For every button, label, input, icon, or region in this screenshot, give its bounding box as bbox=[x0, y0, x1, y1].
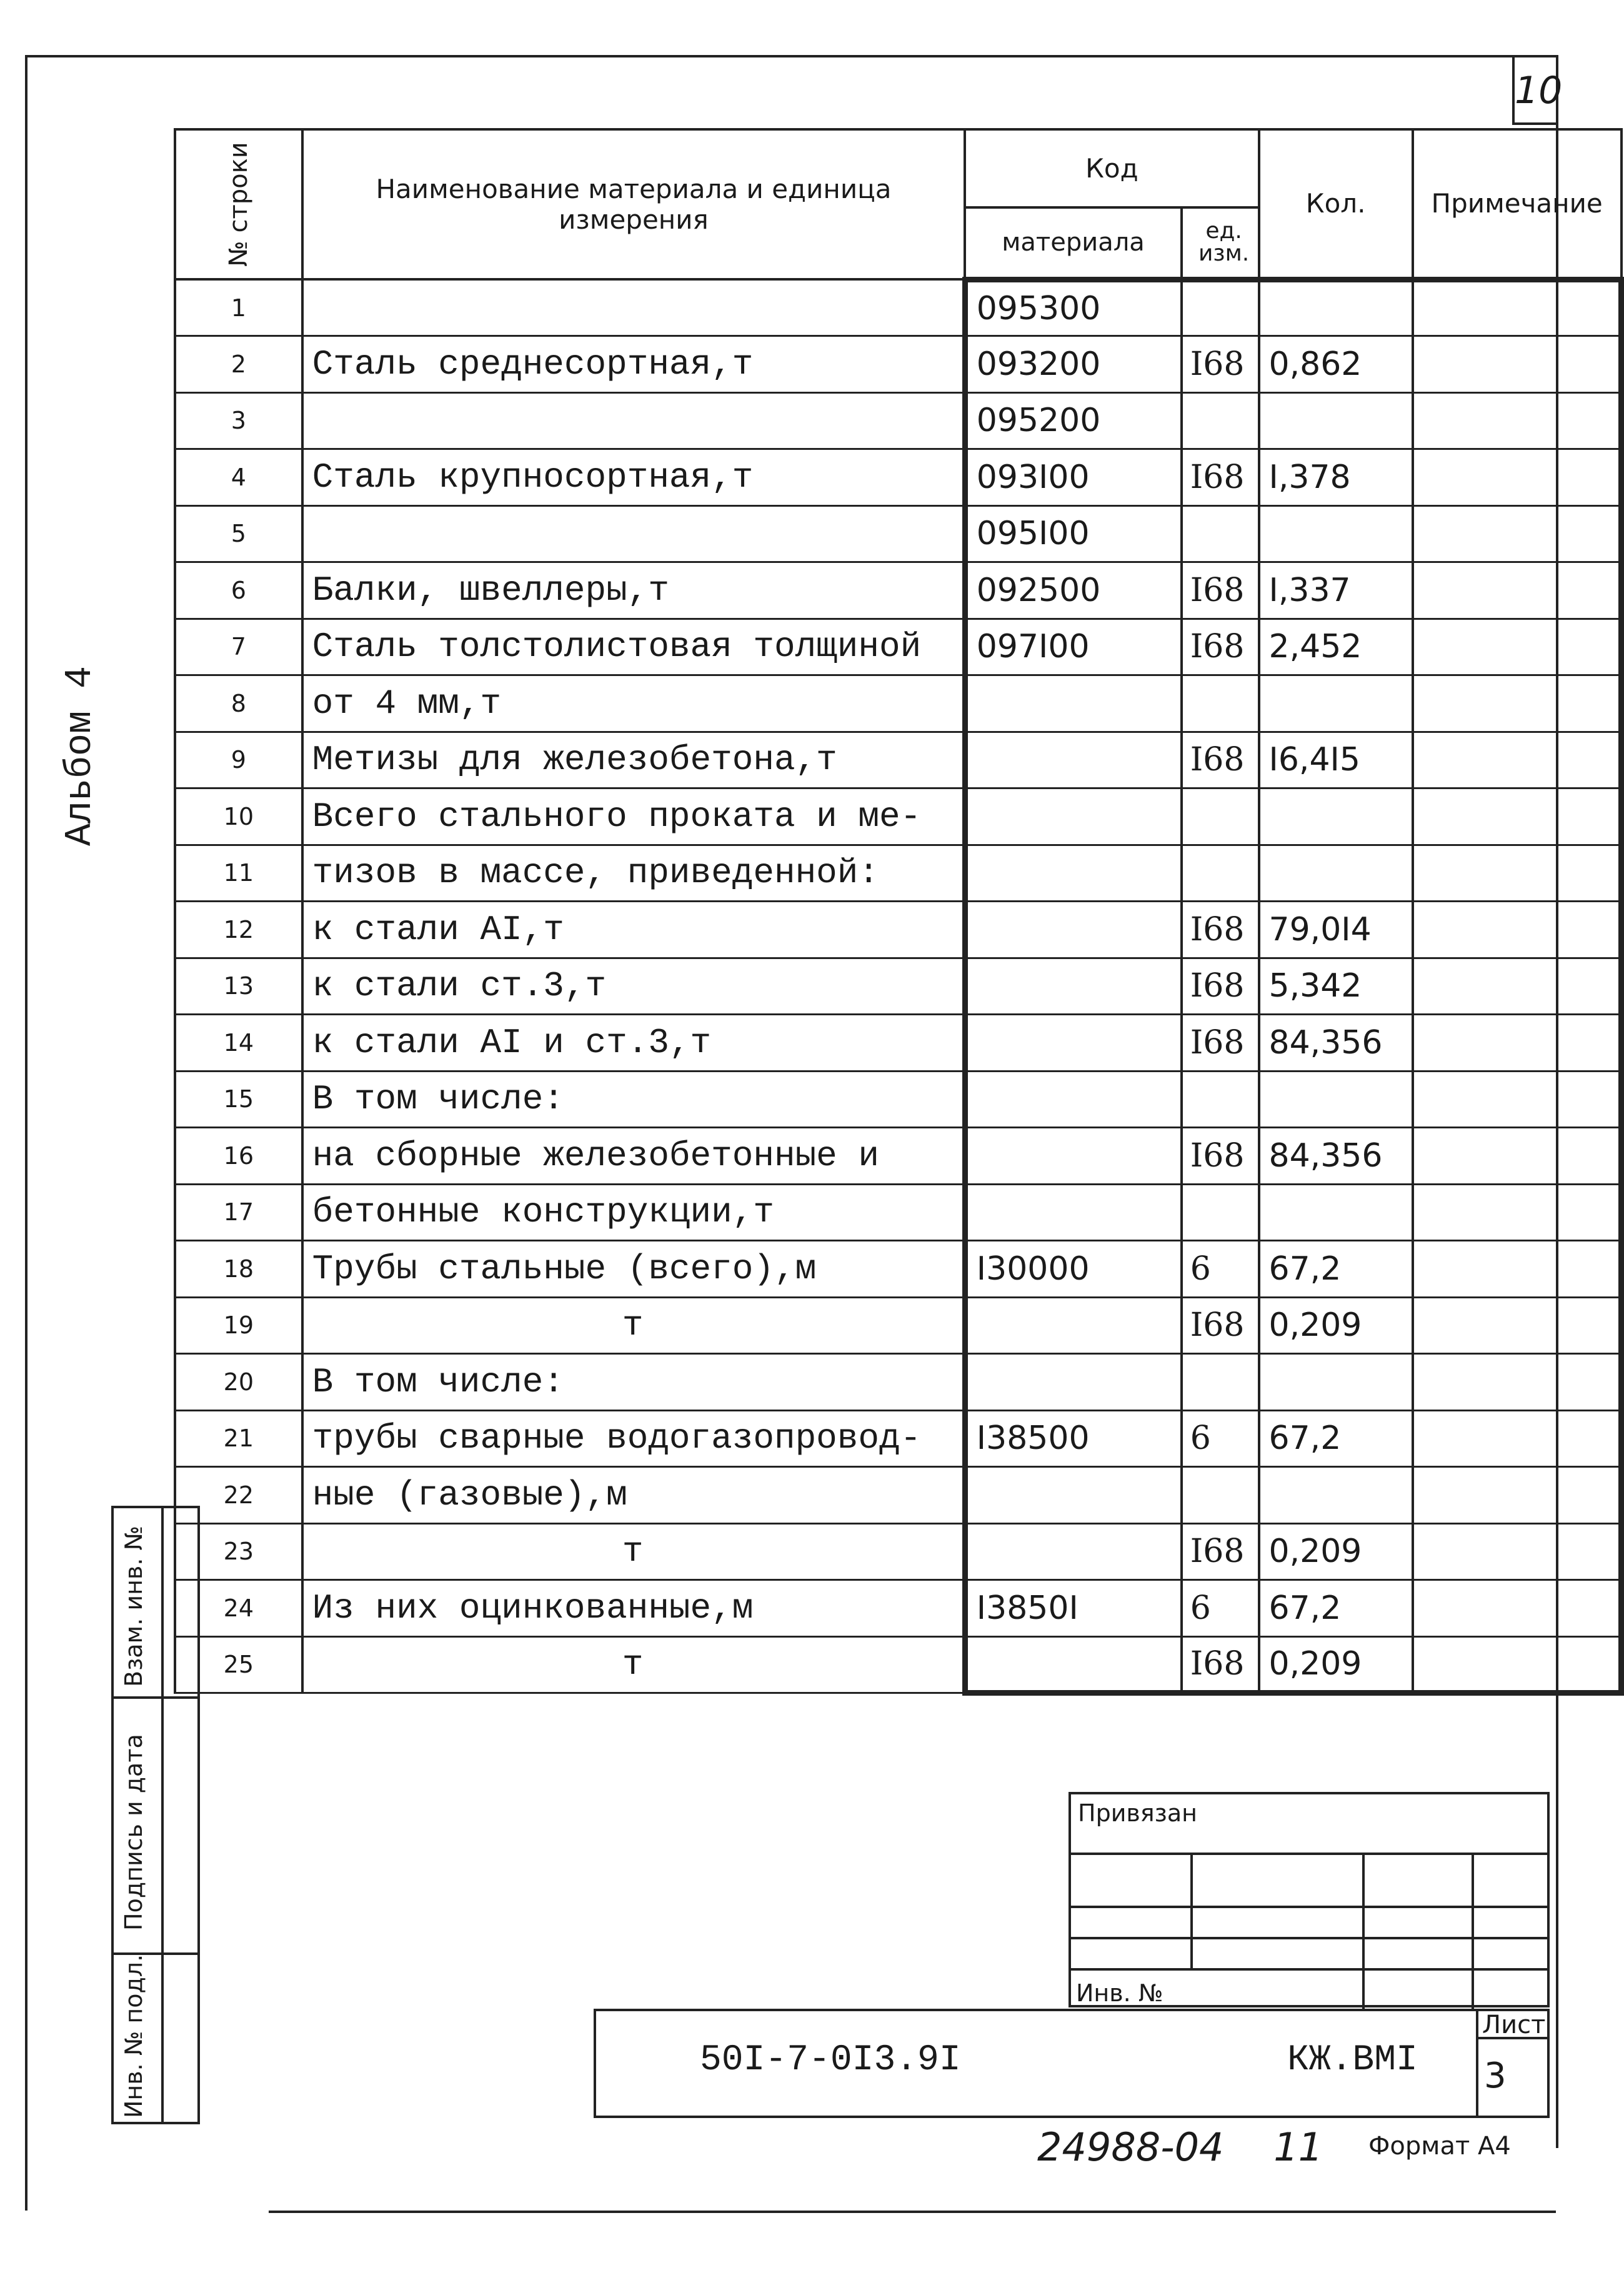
bound-label: Привязан bbox=[1078, 1799, 1197, 1827]
note-cell bbox=[1413, 279, 1622, 336]
table-row bbox=[175, 1184, 1622, 1241]
binding-divider bbox=[1472, 1853, 1474, 2009]
document-code: 50I-7-0I3.9I bbox=[700, 2040, 961, 2081]
header-name bbox=[302, 129, 965, 279]
quantity-cell: 67,2 bbox=[1259, 1410, 1413, 1467]
note-cell bbox=[1413, 788, 1622, 845]
sheet-label: Лист bbox=[1482, 2011, 1546, 2039]
binding-line bbox=[1069, 1906, 1550, 1908]
material-name-cell: на сборные железобетонные и bbox=[302, 1128, 965, 1185]
material-code-cell bbox=[965, 958, 1181, 1015]
row-number-cell: 6 bbox=[175, 562, 302, 619]
material-name-cell: т bbox=[302, 1636, 965, 1693]
material-code-cell: 093200 bbox=[965, 336, 1181, 393]
format-label: Формат А4 bbox=[1368, 2132, 1511, 2161]
quantity-cell: 67,2 bbox=[1259, 1241, 1413, 1298]
note-cell bbox=[1413, 392, 1622, 449]
table-row bbox=[175, 1580, 1622, 1637]
quantity-cell: I6,4I5 bbox=[1259, 732, 1413, 788]
material-code-cell bbox=[965, 675, 1181, 732]
material-name-cell: Из них оцинкованные,м bbox=[302, 1580, 965, 1637]
material-code-cell bbox=[965, 1297, 1181, 1354]
material-name-cell: Сталь среднесортная,т bbox=[302, 336, 965, 393]
material-code-cell bbox=[965, 788, 1181, 845]
note-cell bbox=[1413, 1467, 1622, 1524]
row-number-cell: 9 bbox=[175, 732, 302, 788]
quantity-cell bbox=[1259, 392, 1413, 449]
table-row bbox=[175, 902, 1622, 958]
table-row bbox=[175, 732, 1622, 788]
unit-cell bbox=[1182, 845, 1259, 902]
unit-cell: 6 bbox=[1182, 1410, 1259, 1467]
material-code-cell bbox=[965, 1636, 1181, 1693]
quantity-cell: 0,862 bbox=[1259, 336, 1413, 393]
unit-cell bbox=[1182, 675, 1259, 732]
table-row bbox=[175, 1523, 1622, 1580]
unit-cell bbox=[1182, 1184, 1259, 1241]
material-name-cell: трубы сварные водогазопровод- bbox=[302, 1410, 965, 1467]
note-cell bbox=[1413, 505, 1622, 562]
quantity-cell: 84,356 bbox=[1259, 1128, 1413, 1185]
material-name-cell: тизов в массе, приведенной: bbox=[302, 845, 965, 902]
material-code-cell bbox=[965, 845, 1181, 902]
row-number-cell: 11 bbox=[175, 845, 302, 902]
signature-date-label: Подпись и дата bbox=[120, 1734, 147, 1931]
unit-cell bbox=[1182, 1354, 1259, 1411]
unit-cell bbox=[1182, 279, 1259, 336]
row-number-cell: 10 bbox=[175, 788, 302, 845]
material-name-cell: В том числе: bbox=[302, 1071, 965, 1128]
replace-inv-label: Взам. инв. № bbox=[120, 1525, 147, 1687]
quantity-cell: 2,452 bbox=[1259, 619, 1413, 675]
quantity-cell bbox=[1259, 675, 1413, 732]
table-row bbox=[175, 279, 1622, 336]
row-number-cell: 24 bbox=[175, 1580, 302, 1637]
quantity-cell: 0,209 bbox=[1259, 1523, 1413, 1580]
table-row bbox=[175, 1410, 1622, 1467]
header-code bbox=[965, 129, 1258, 207]
note-cell bbox=[1413, 1184, 1622, 1241]
inv-label: Инв. № bbox=[1076, 1979, 1163, 2007]
note-cell bbox=[1413, 619, 1622, 675]
spec-table bbox=[174, 128, 1624, 1696]
row-number-cell: 2 bbox=[175, 336, 302, 393]
table-row bbox=[175, 958, 1622, 1015]
archive-number-main: 24988-04 bbox=[1037, 2124, 1224, 2170]
row-number-cell: 14 bbox=[175, 1015, 302, 1072]
page-number: 10 bbox=[1515, 69, 1563, 112]
binding-line bbox=[1069, 1937, 1550, 1939]
binding-divider bbox=[1362, 1853, 1365, 2009]
table-row bbox=[175, 449, 1622, 506]
row-number-cell: 3 bbox=[175, 392, 302, 449]
header-material bbox=[965, 207, 1181, 279]
note-cell bbox=[1413, 845, 1622, 902]
material-name-cell: Сталь крупносортная,т bbox=[302, 449, 965, 506]
quantity-cell bbox=[1259, 1071, 1413, 1128]
archive-number-suffix: 11 bbox=[1273, 2124, 1323, 2170]
quantity-cell bbox=[1259, 1467, 1413, 1524]
material-name-cell: ные (газовые),м bbox=[302, 1467, 965, 1524]
row-number-cell: 5 bbox=[175, 505, 302, 562]
table-row bbox=[175, 619, 1622, 675]
binding-divider bbox=[1190, 1853, 1193, 1968]
note-cell bbox=[1413, 1297, 1622, 1354]
binding-line bbox=[1069, 1968, 1550, 1971]
material-code-cell bbox=[965, 1015, 1181, 1072]
material-name-cell: Трубы стальные (всего),м bbox=[302, 1241, 965, 1298]
unit-cell bbox=[1182, 392, 1259, 449]
material-name-cell: Балки, швеллеры,т bbox=[302, 562, 965, 619]
table-row bbox=[175, 336, 1622, 393]
quantity-cell: I,378 bbox=[1259, 449, 1413, 506]
material-code-cell: 095200 bbox=[965, 392, 1181, 449]
quantity-cell: 79,0I4 bbox=[1259, 902, 1413, 958]
quantity-cell bbox=[1259, 1184, 1413, 1241]
unit-cell: I68 bbox=[1182, 1297, 1259, 1354]
document-mark: КЖ.ВМI bbox=[1287, 2040, 1418, 2081]
note-cell bbox=[1413, 1128, 1622, 1185]
unit-cell: I68 bbox=[1182, 449, 1259, 506]
binding-line bbox=[1069, 1853, 1550, 1855]
material-code-cell: 095I00 bbox=[965, 505, 1181, 562]
header-material-label: материала bbox=[1002, 228, 1145, 257]
note-cell bbox=[1413, 1523, 1622, 1580]
unit-cell: I68 bbox=[1182, 958, 1259, 1015]
row-number-cell: 20 bbox=[175, 1354, 302, 1411]
unit-cell bbox=[1182, 1467, 1259, 1524]
note-cell bbox=[1413, 336, 1622, 393]
note-cell bbox=[1413, 1071, 1622, 1128]
header-row-number-label: № строки bbox=[224, 142, 253, 267]
note-cell bbox=[1413, 1410, 1622, 1467]
quantity-cell: 0,209 bbox=[1259, 1297, 1413, 1354]
unit-cell: I68 bbox=[1182, 1636, 1259, 1693]
header-note-label: Примечание bbox=[1431, 188, 1603, 219]
row-number-cell: 13 bbox=[175, 958, 302, 1015]
table-row bbox=[175, 1241, 1622, 1298]
material-code-cell bbox=[965, 902, 1181, 958]
material-name-cell: от 4 мм,т bbox=[302, 675, 965, 732]
side-stamp-separator bbox=[111, 1696, 200, 1699]
material-code-cell bbox=[965, 1184, 1181, 1241]
table-row bbox=[175, 562, 1622, 619]
unit-cell: I68 bbox=[1182, 562, 1259, 619]
table-row bbox=[175, 1297, 1622, 1354]
table-row bbox=[175, 505, 1622, 562]
table-row bbox=[175, 1467, 1622, 1524]
note-cell bbox=[1413, 562, 1622, 619]
unit-cell: I68 bbox=[1182, 336, 1259, 393]
quantity-cell bbox=[1259, 505, 1413, 562]
header-qty bbox=[1259, 129, 1413, 279]
quantity-cell bbox=[1259, 1354, 1413, 1411]
table-row bbox=[175, 788, 1622, 845]
inv-original-label: Инв. № подл. bbox=[120, 1954, 147, 2118]
table-row bbox=[175, 1636, 1622, 1693]
side-stamp-divider bbox=[161, 1506, 164, 2124]
table-row bbox=[175, 1128, 1622, 1185]
material-name-cell: т bbox=[302, 1523, 965, 1580]
unit-cell bbox=[1182, 505, 1259, 562]
row-number-cell: 4 bbox=[175, 449, 302, 506]
sheet-number: 3 bbox=[1484, 2056, 1507, 2096]
material-code-cell: I30000 bbox=[965, 1241, 1181, 1298]
table-row bbox=[175, 1354, 1622, 1411]
frame-bottom-line bbox=[269, 2211, 1556, 2213]
material-name-cell: к стали AI и ст.3,т bbox=[302, 1015, 965, 1072]
unit-cell: I68 bbox=[1182, 732, 1259, 788]
table-row bbox=[175, 675, 1622, 732]
table-row bbox=[175, 1071, 1622, 1128]
material-name-cell: Всего стального проката и ме- bbox=[302, 788, 965, 845]
note-cell bbox=[1413, 732, 1622, 788]
unit-cell: 6 bbox=[1182, 1580, 1259, 1637]
quantity-cell bbox=[1259, 788, 1413, 845]
row-number-cell: 23 bbox=[175, 1523, 302, 1580]
row-number-cell: 8 bbox=[175, 675, 302, 732]
material-code-cell: I3850I bbox=[965, 1580, 1181, 1637]
frame-left-line bbox=[25, 55, 27, 2211]
table-row bbox=[175, 845, 1622, 902]
header-unit bbox=[1182, 207, 1259, 279]
row-number-cell: 15 bbox=[175, 1071, 302, 1128]
material-name-cell bbox=[302, 392, 965, 449]
row-number-cell: 25 bbox=[175, 1636, 302, 1693]
quantity-cell: 67,2 bbox=[1259, 1580, 1413, 1637]
material-name-cell: Метизы для железобетона,т bbox=[302, 732, 965, 788]
material-code-cell bbox=[965, 1071, 1181, 1128]
unit-cell: 6 bbox=[1182, 1241, 1259, 1298]
unit-cell: I68 bbox=[1182, 1015, 1259, 1072]
archive-number bbox=[1037, 2124, 1323, 2170]
material-code-cell bbox=[965, 1523, 1181, 1580]
material-name-cell: Сталь толстолистовая толщиной bbox=[302, 619, 965, 675]
note-cell bbox=[1413, 902, 1622, 958]
quantity-cell: I,337 bbox=[1259, 562, 1413, 619]
row-number-cell: 21 bbox=[175, 1410, 302, 1467]
row-number-cell: 19 bbox=[175, 1297, 302, 1354]
material-code-cell bbox=[965, 1128, 1181, 1185]
material-name-cell bbox=[302, 505, 965, 562]
note-cell bbox=[1413, 1636, 1622, 1693]
note-cell bbox=[1413, 958, 1622, 1015]
quantity-cell: 84,356 bbox=[1259, 1015, 1413, 1072]
material-name-cell: В том числе: bbox=[302, 1354, 965, 1411]
header-row-number bbox=[175, 129, 302, 279]
table-row bbox=[175, 1015, 1622, 1072]
note-cell bbox=[1413, 675, 1622, 732]
row-number-cell: 18 bbox=[175, 1241, 302, 1298]
spec-body bbox=[175, 279, 1622, 1693]
note-cell bbox=[1413, 1241, 1622, 1298]
unit-cell: I68 bbox=[1182, 902, 1259, 958]
material-name-cell: к стали AI,т bbox=[302, 902, 965, 958]
table-row bbox=[175, 392, 1622, 449]
frame-top-line bbox=[25, 55, 1556, 57]
note-cell bbox=[1413, 449, 1622, 506]
quantity-cell: 5,342 bbox=[1259, 958, 1413, 1015]
header-qty-label: Кол. bbox=[1305, 188, 1366, 219]
unit-cell: I68 bbox=[1182, 619, 1259, 675]
note-cell bbox=[1413, 1354, 1622, 1411]
material-name-cell: бетонные конструкции,т bbox=[302, 1184, 965, 1241]
quantity-cell bbox=[1259, 279, 1413, 336]
material-code-cell: 097I00 bbox=[965, 619, 1181, 675]
material-name-cell bbox=[302, 279, 965, 336]
unit-cell: I68 bbox=[1182, 1128, 1259, 1185]
quantity-cell: 0,209 bbox=[1259, 1636, 1413, 1693]
row-number-cell: 16 bbox=[175, 1128, 302, 1185]
quantity-cell bbox=[1259, 845, 1413, 902]
row-number-cell: 7 bbox=[175, 619, 302, 675]
material-code-cell: I38500 bbox=[965, 1410, 1181, 1467]
unit-cell bbox=[1182, 788, 1259, 845]
row-number-cell: 12 bbox=[175, 902, 302, 958]
unit-cell bbox=[1182, 1071, 1259, 1128]
header-note bbox=[1413, 129, 1622, 279]
row-number-cell: 22 bbox=[175, 1467, 302, 1524]
material-name-cell: к стали ст.3,т bbox=[302, 958, 965, 1015]
material-code-cell: 095300 bbox=[965, 279, 1181, 336]
note-cell bbox=[1413, 1015, 1622, 1072]
header-name-label: Наименование материала и единица измерения bbox=[376, 174, 892, 235]
material-code-cell: 093I00 bbox=[965, 449, 1181, 506]
row-number-cell: 17 bbox=[175, 1184, 302, 1241]
material-code-cell: 092500 bbox=[965, 562, 1181, 619]
header-unit-label: ед. изм. bbox=[1198, 218, 1250, 267]
material-code-cell bbox=[965, 1467, 1181, 1524]
note-cell bbox=[1413, 1580, 1622, 1637]
material-code-cell bbox=[965, 1354, 1181, 1411]
album-label: Альбом 4 bbox=[59, 665, 102, 847]
header-code-label: Код bbox=[1085, 153, 1138, 184]
material-name-cell: т bbox=[302, 1297, 965, 1354]
material-code-cell bbox=[965, 732, 1181, 788]
row-number-cell: 1 bbox=[175, 279, 302, 336]
unit-cell: I68 bbox=[1182, 1523, 1259, 1580]
